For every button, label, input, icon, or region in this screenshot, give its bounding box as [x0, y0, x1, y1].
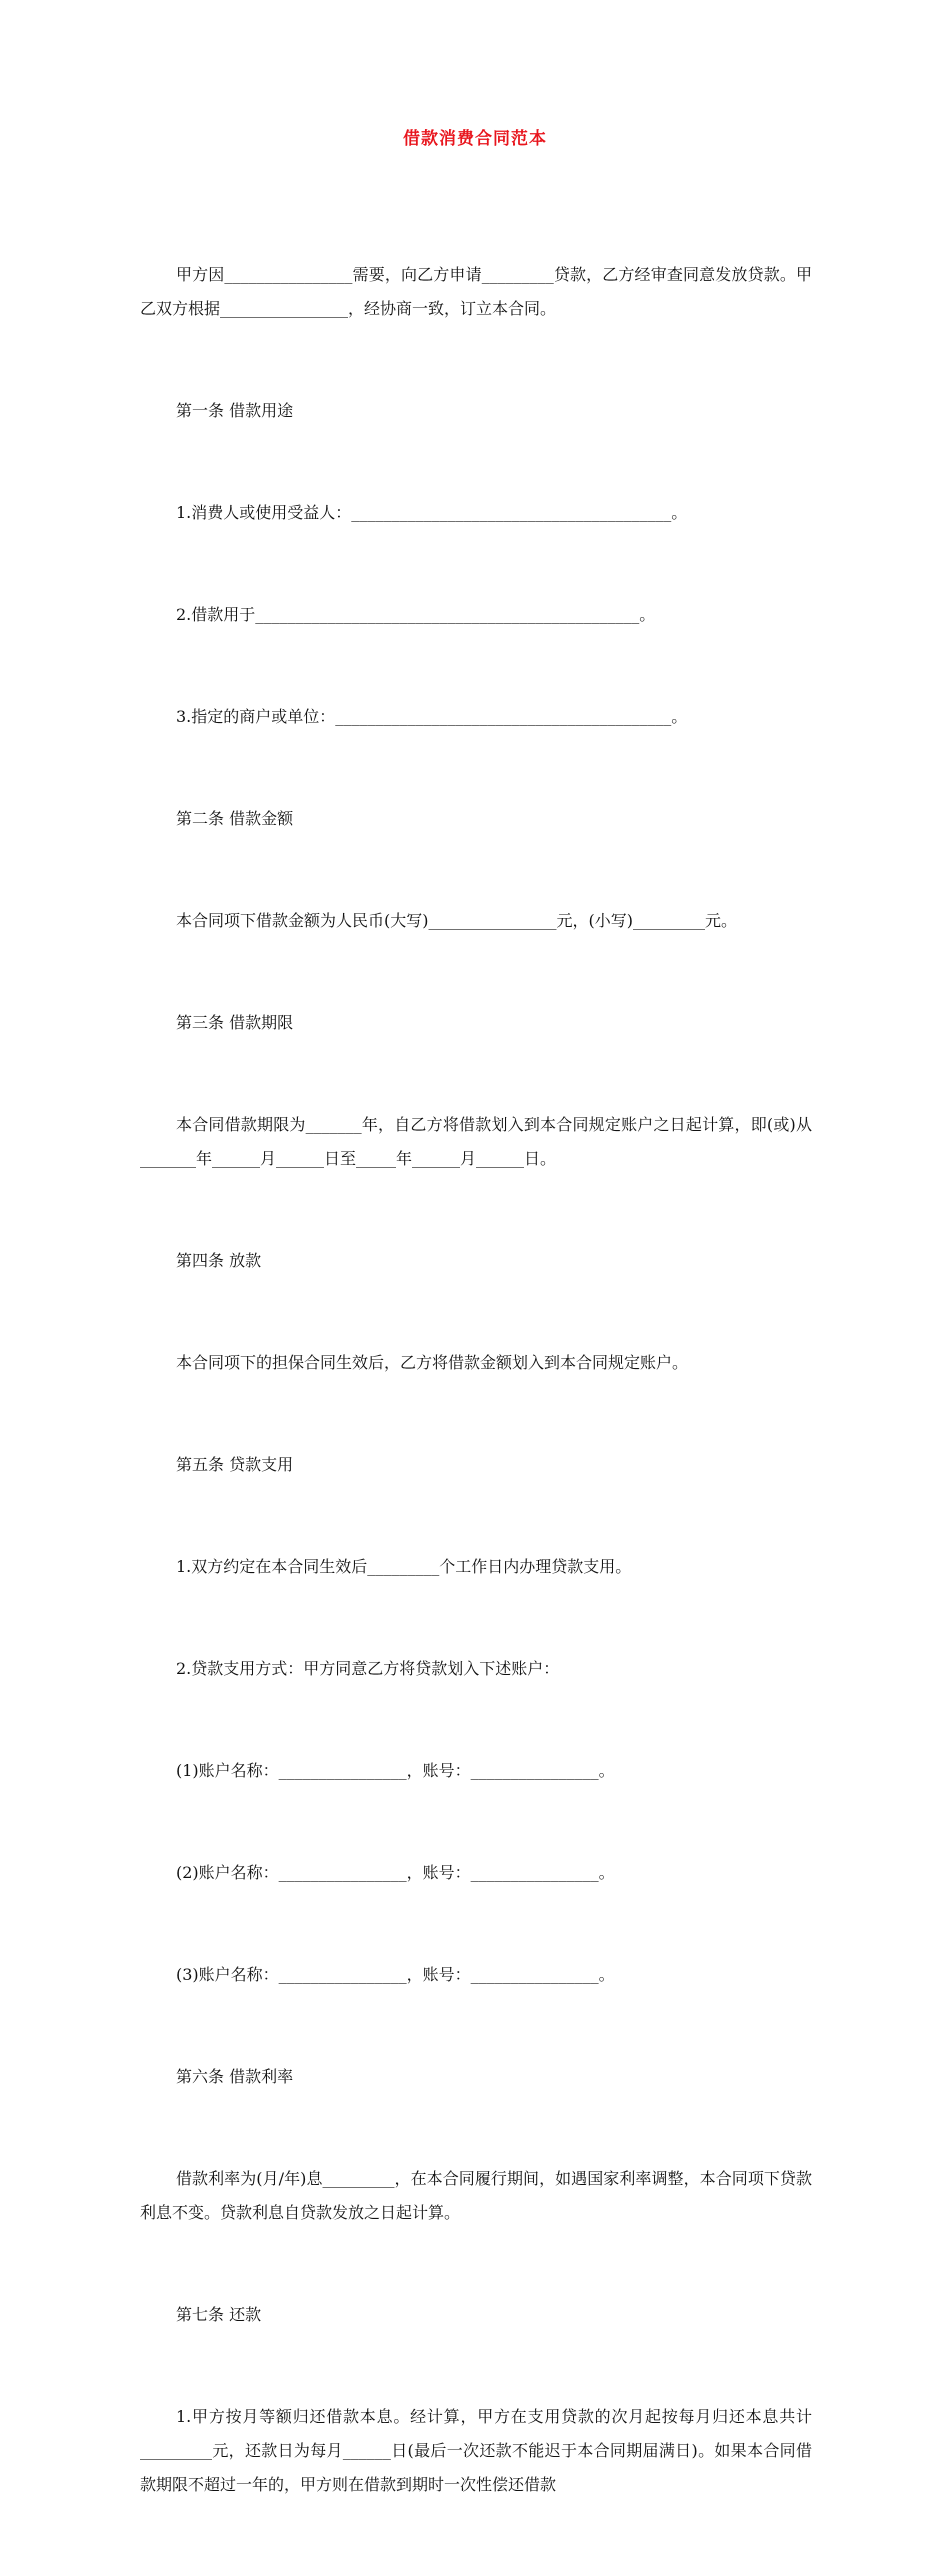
article-heading: 第一条 借款用途 — [176, 401, 294, 420]
article-heading: 第四条 放款 — [176, 1251, 262, 1270]
document-title: 借款消费合同范本 — [403, 129, 547, 149]
document-body — [140, 190, 812, 2570]
clause-paragraph: 本合同项下借款金额为人民币(大写)________________元，(小写)_________元。 — [176, 911, 737, 930]
article-heading: 第二条 借款金额 — [176, 809, 294, 828]
clause-paragraph: 本合同项下的担保合同生效后，乙方将借款金额划入到本合同规定账户。 — [176, 1353, 689, 1372]
clause-item: 2.借款用于________________________________________________。 — [176, 605, 656, 624]
account-line: (3)账户名称：________________，账号：________________。 — [176, 1965, 615, 1984]
clause-item: 1.双方约定在本合同生效后_________个工作日内办理贷款支用。 — [176, 1557, 632, 1576]
clause-item: 2.贷款支用方式：甲方同意乙方将贷款划入下述账户： — [176, 1659, 560, 1678]
clause-paragraph: 1.甲方按月等额归还借款本息。经计算，甲方在支用贷款的次月起按每月归还本息共计_________元，还款日为每月______日(最后一次还款不能迟于本合同期届满日)。如果本合同借款期限不超过一年的，甲方则在借款到期时一次性偿还借款 — [140, 2407, 812, 2494]
article-heading: 第五条 贷款支用 — [176, 1455, 294, 1474]
article-heading: 第六条 借款利率 — [176, 2067, 294, 2086]
account-line: (1)账户名称：________________，账号：________________。 — [176, 1761, 615, 1780]
clause-paragraph: 本合同借款期限为_______年，自乙方将借款划入到本合同规定账户之日起计算，即(或)从_______年______月______日至_____年______月______日。 — [140, 1115, 812, 1168]
clause-paragraph: 借款利率为(月/年)息_________，在本合同履行期间，如遇国家利率调整，本合同项下贷款利息不变。贷款利息自贷款发放之日起计算。 — [140, 2169, 812, 2222]
account-line: (2)账户名称：________________，账号：________________。 — [176, 1863, 615, 1882]
clause-item: 1.消费人或使用受益人：________________________________________。 — [176, 503, 688, 522]
intro-paragraph: 甲方因________________需要，向乙方申请_________贷款，乙方经审查同意发放贷款。甲乙双方根据________________，经协商一致，订立本合同。 — [140, 265, 812, 318]
clause-item: 3.指定的商户或单位：__________________________________________。 — [176, 707, 688, 726]
article-heading: 第三条 借款期限 — [176, 1013, 294, 1032]
article-heading: 第七条 还款 — [176, 2305, 262, 2324]
